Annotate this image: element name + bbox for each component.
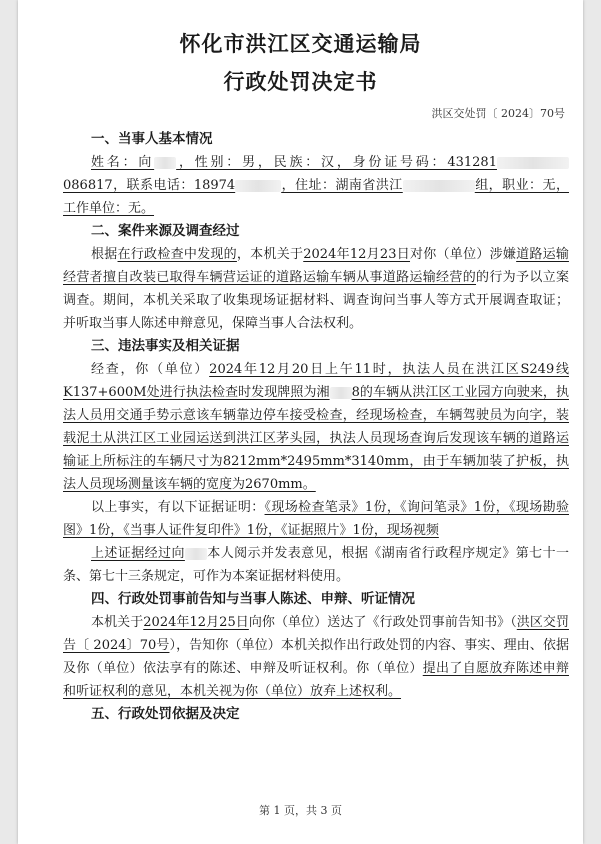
document-page [18, 0, 583, 844]
notice-paragraph: 本机关于2024年12月25日向你（单位）送达了《行政处罚事前告知书》（洪区交罚告〔 2024〕70号），告知你（单位）本机关拟作出行政处罚的内容、事实、理由、依据及你（单位）依法享有的陈述、申辩及听证权利。你（单位）提出了自愿放弃陈述申辩和听证权利的意见，本机关视为你（单位）放弃上述权利。 [63, 615, 569, 699]
document-title: 行政处罚决定书 [223, 69, 378, 94]
evidence-paragraph: 以上事实，有以下证据证明：《现场检查笔录》1份，《询问笔录》1份，《现场勘验图》1份，《当事人证件复印件》1份，《证据照片》1份，现场视频 [63, 500, 569, 538]
redaction [497, 157, 569, 169]
facts-paragraph: 经查，你（单位）2024年12月20日上午11时，执法人员在洪江区S249线K137+600M处进行执法检查时发现牌照为湘 8的车辆从洪江区工业园方向驶来，执法人员用交通手势示意该车辆靠边停车接受检查，经现场检查，车辆驾驶员为向字，装载泥土从洪江区工业园运送到洪江区茅头园，执法人员现场查询后发现该车辆的道路运输证上所标注的车辆尺寸为8212mm*2495mm*3140mm，由于车辆加装了护板，执法人员现场测量该车辆的宽度为2670mm。 [63, 362, 569, 492]
party-info-paragraph: 姓名：向 ，性别：男，民族：汉，身份证号码：431281086817，联系电话：18974 ，住址：湖南省洪江 组，职业：无，工作单位：无。 [63, 155, 569, 216]
section-heading-2: 二、案件来源及调查经过 [91, 223, 240, 239]
agency-title: 怀化市洪江区交通运输局 [179, 31, 422, 56]
case-source-paragraph: 根据在行政检查中发现的，本机关于2024年12月23日对你（单位）涉嫌道路运输经营者擅自改装已取得车辆营运证的道路运输车辆从事道路运输经营的的行为予以立案调查。期间，本机关采取了收集现场证据材料、调查询问当事人等方式开展调查取证；并听取当事人陈述申辩意见，保障当事人合法权利。 [63, 247, 569, 331]
redaction [235, 180, 281, 192]
redaction [330, 387, 352, 399]
redaction [403, 180, 475, 192]
section-heading-3: 三、违法事实及相关证据 [91, 338, 240, 354]
evidence-review-paragraph: 上述证据经过向 本人阅示并发表意见，根据《湖南省行政程序规定》第七十一条、第七十三条规定，可作为本案证据材料使用。 [63, 546, 569, 584]
redaction [154, 157, 176, 169]
document-body [63, 128, 569, 726]
section-heading-4: 四、行政处罚事前告知与当事人陈述、申辩、听证情况 [91, 591, 415, 607]
redaction [185, 548, 207, 560]
document-number: 洪区交处罚〔 2024〕70号 [431, 107, 565, 120]
section-heading-5: 五、行政处罚依据及决定 [91, 706, 240, 722]
section-heading-1: 一、当事人基本情况 [91, 131, 213, 147]
page-number: 第 1 页，共 3 页 [259, 804, 342, 817]
